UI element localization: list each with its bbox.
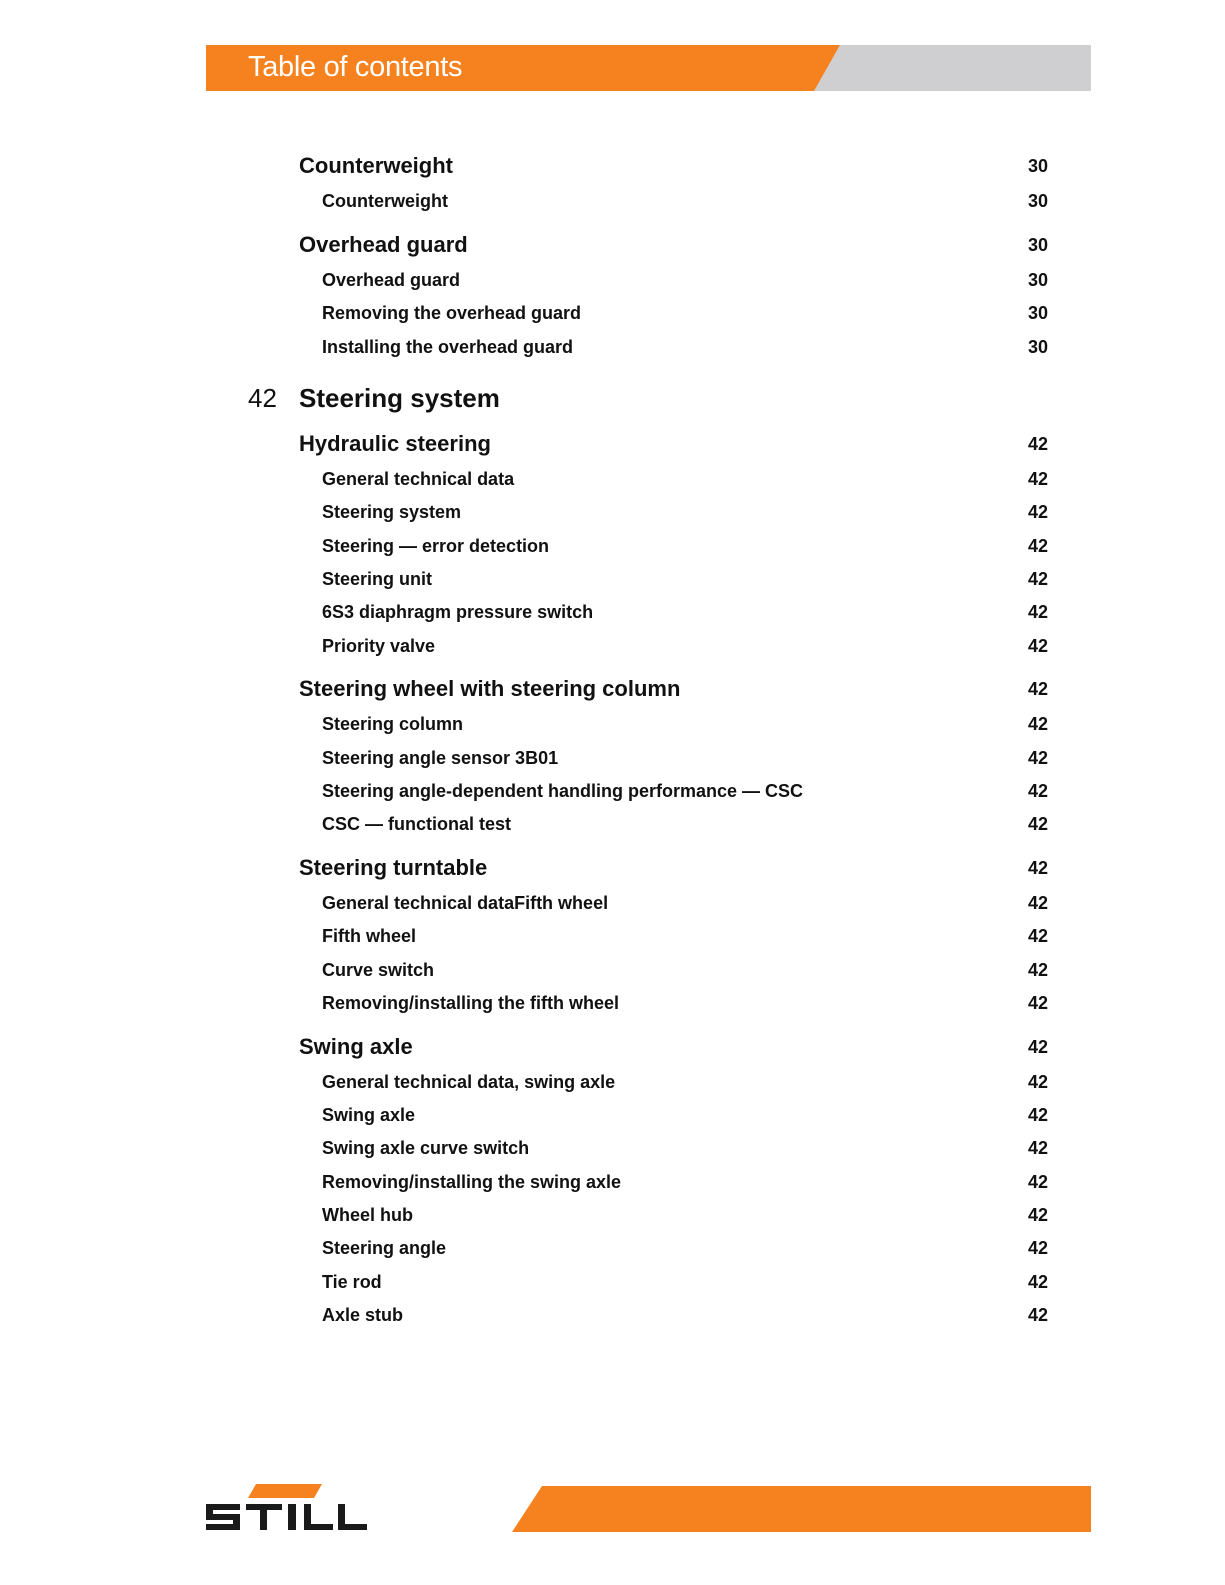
toc-entry-label: Counterweight [322, 191, 448, 211]
toc-entry-label: Wheel hub [322, 1205, 413, 1225]
toc-page-number: 42 [1027, 814, 1048, 834]
toc-section-swing-axle[interactable] [0, 1034, 1225, 1068]
footer-band [512, 1486, 1091, 1537]
chapter-number: 42 [248, 383, 277, 413]
header-band [206, 45, 1091, 91]
toc-entry[interactable] [0, 1303, 1225, 1337]
toc-entry-label: Installing the overhead guard [322, 337, 574, 357]
toc-entry[interactable] [0, 712, 1225, 746]
toc-entry[interactable] [0, 1236, 1225, 1270]
toc-section-title: Hydraulic steering [299, 431, 491, 456]
toc-entry-label: Removing/installing the swing axle [322, 1172, 622, 1192]
toc-page-number: 42 [1027, 469, 1048, 489]
toc-page-number: 30 [1027, 191, 1048, 211]
toc-entry[interactable] [0, 500, 1225, 534]
toc-section-steering-wheel[interactable] [0, 676, 1225, 710]
chapter-title: Steering system [299, 383, 500, 413]
toc-page-number: 42 [1027, 926, 1048, 946]
toc-entry-label: Steering angle sensor 3B01 [322, 748, 559, 768]
toc-section-counterweight[interactable] [0, 153, 1225, 187]
toc-page-number: 30 [1027, 337, 1048, 357]
toc-chapter-heading[interactable] [0, 383, 1225, 423]
toc-entry-label: Removing the overhead guard [322, 303, 582, 323]
toc-page-number: 42 [1027, 636, 1048, 656]
toc-page-number: 42 [1027, 502, 1048, 522]
toc-page-number: 42 [1027, 893, 1048, 913]
toc-page-number: 30 [1027, 303, 1048, 323]
toc-entry[interactable] [0, 1070, 1225, 1104]
toc-entry[interactable] [0, 1270, 1225, 1304]
toc-section-title: Steering wheel with steering column [299, 676, 681, 701]
toc-page-number: 42 [1027, 1072, 1048, 1092]
toc-section-title: Swing axle [299, 1034, 413, 1059]
footer-band-shape [512, 1486, 1091, 1532]
toc-entry[interactable] [0, 991, 1225, 1025]
toc-page-number: 42 [1027, 1205, 1048, 1225]
still-logo-mark [204, 1484, 370, 1532]
toc-page-number: 42 [1027, 1037, 1048, 1057]
toc-entry[interactable] [0, 746, 1225, 780]
toc-entry-label: Swing axle curve switch [322, 1138, 530, 1158]
toc-entry-label: Steering column [322, 714, 464, 734]
toc-entry[interactable] [0, 268, 1225, 302]
toc-entry[interactable] [0, 189, 1225, 223]
toc-page-number: 42 [1027, 679, 1048, 699]
toc-page-number: 42 [1027, 748, 1048, 768]
toc-entry[interactable] [0, 779, 1225, 813]
toc-entry[interactable] [0, 534, 1225, 568]
toc-entry[interactable] [0, 1203, 1225, 1237]
toc-entry-label: Steering — error detection [322, 536, 550, 556]
still-logo [204, 1484, 370, 1537]
toc-entry-label: Fifth wheel [322, 926, 416, 946]
toc-entry[interactable] [0, 924, 1225, 958]
toc-page-number: 42 [1027, 1238, 1048, 1258]
toc-section-title: Overhead guard [299, 232, 468, 257]
toc-entry-label: Steering unit [322, 569, 433, 589]
toc-page-number: 42 [1027, 1272, 1048, 1292]
toc-entry[interactable] [0, 1136, 1225, 1170]
toc-entry-label: Axle stub [322, 1305, 404, 1325]
toc-entry[interactable] [0, 600, 1225, 634]
toc-entry-label: Priority valve [322, 636, 436, 656]
toc-section-title: Steering turntable [299, 855, 488, 880]
toc-entry-label: Removing/installing the fifth wheel [322, 993, 620, 1013]
page-title: Table of contents [248, 51, 463, 83]
toc-page-number: 42 [1027, 960, 1048, 980]
toc-entry-label: Steering angle-dependent handling performance — CSC [322, 781, 804, 801]
toc-page-number: 42 [1027, 993, 1048, 1013]
toc-section-overhead-guard[interactable] [0, 232, 1225, 266]
toc-section-title: Counterweight [299, 153, 453, 178]
toc-page-number: 42 [1027, 434, 1048, 454]
toc-entry-label: Tie rod [322, 1272, 382, 1292]
toc-entry-label: Curve switch [322, 960, 435, 980]
toc-entry[interactable] [0, 634, 1225, 668]
toc-entry-label: Swing axle [322, 1105, 416, 1125]
toc-entry[interactable] [0, 467, 1225, 501]
toc-entry-label: Overhead guard [322, 270, 461, 290]
toc-entry[interactable] [0, 335, 1225, 369]
toc-page-number: 42 [1027, 1138, 1048, 1158]
toc-entry[interactable] [0, 891, 1225, 925]
toc-page-number: 42 [1027, 714, 1048, 734]
toc-page-number: 42 [1027, 536, 1048, 556]
toc-entry[interactable] [0, 301, 1225, 335]
toc-entry[interactable] [0, 958, 1225, 992]
toc-entry-label: CSC — functional test [322, 814, 512, 834]
toc-entry-label: Steering angle [322, 1238, 447, 1258]
toc-page-number: 42 [1027, 569, 1048, 589]
toc-page-number: 42 [1027, 1172, 1048, 1192]
toc-entry-label: General technical data, swing axle [322, 1072, 616, 1092]
toc-entry[interactable] [0, 1103, 1225, 1137]
toc-entry-label: Steering system [322, 502, 462, 522]
toc-entry-label: General technical dataFifth wheel [322, 893, 609, 913]
toc-entry-label: 6S3 diaphragm pressure switch [322, 602, 594, 622]
toc-entry[interactable] [0, 1170, 1225, 1204]
toc-page-number: 42 [1027, 602, 1048, 622]
toc-page-number: 30 [1027, 270, 1048, 290]
toc-page-number: 42 [1027, 1305, 1048, 1325]
toc-page-number: 30 [1027, 156, 1048, 176]
toc-page-number: 30 [1027, 235, 1048, 255]
toc-entry[interactable] [0, 567, 1225, 601]
toc-section-hydraulic-steering[interactable] [0, 431, 1225, 465]
toc-entry[interactable] [0, 812, 1225, 846]
toc-entry-label: General technical data [322, 469, 515, 489]
toc-page-number: 42 [1027, 1105, 1048, 1125]
toc-page-number: 42 [1027, 858, 1048, 878]
toc-page-number: 42 [1027, 781, 1048, 801]
toc-section-steering-turntable[interactable] [0, 855, 1225, 889]
